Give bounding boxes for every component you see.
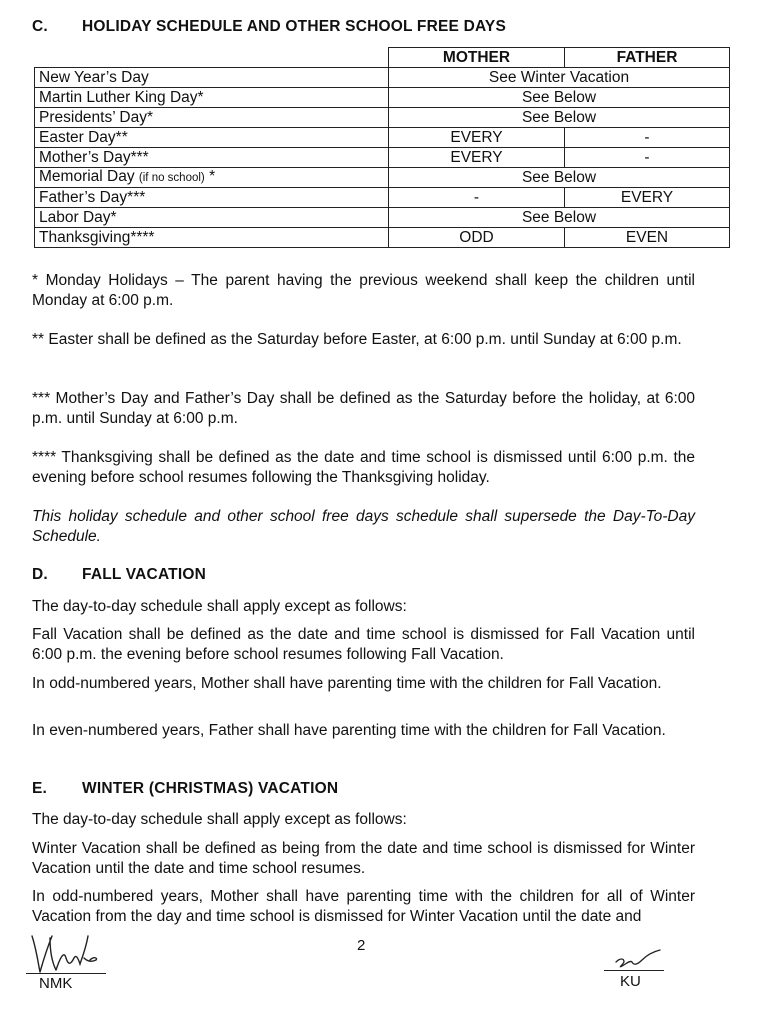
section-c-title: HOLIDAY SCHEDULE AND OTHER SCHOOL FREE DAYS (82, 18, 507, 35)
mother-cell: - (389, 188, 565, 208)
supersede-note: This holiday schedule and other school free days schedule shall supersede the Day-To-Day Schedule. (32, 508, 695, 545)
section-e-paragraph: The day-to-day schedule shall apply except as follows: (32, 811, 407, 828)
table-row (35, 148, 730, 168)
holiday-assignment: See Below (389, 208, 730, 228)
holiday-name: Memorial Day (39, 168, 135, 185)
section-d-paragraph: The day-to-day schedule shall apply except as follows: (32, 598, 407, 615)
table-header-row (35, 48, 730, 68)
father-cell: - (565, 128, 730, 148)
table-row (35, 168, 730, 188)
section-d-paragraph: In even-numbered years, Father shall have parenting time with the children for Fall Vacation. (32, 722, 666, 739)
section-e-paragraph: Winter Vacation shall be defined as being from the date and time school is dismissed for Winter Vacation until the date and time school resumes. (32, 840, 695, 877)
holiday-name: Martin Luther King Day* (35, 88, 389, 108)
holiday-name: Thanksgiving**** (35, 228, 389, 248)
holiday-name: Father’s Day*** (35, 188, 389, 208)
holiday-schedule-table (34, 47, 730, 248)
table-row (35, 108, 730, 128)
section-d-paragraph: Fall Vacation shall be defined as the date and time school is dismissed for Fall Vacation until 6:00 p.m. the evening before school resumes following Fall Vacation. (32, 626, 695, 663)
header-blank-cell (35, 48, 389, 68)
section-d-paragraph: In odd-numbered years, Mother shall have parenting time with the children for Fall Vacation. (32, 675, 662, 692)
right-initials: KU (620, 973, 641, 990)
holiday-assignment: See Winter Vacation (389, 68, 730, 88)
section-e-title: WINTER (CHRISTMAS) VACATION (82, 780, 339, 797)
father-cell: EVERY (565, 188, 730, 208)
holiday-name: Labor Day* (35, 208, 389, 228)
section-d-title: FALL VACATION (82, 566, 207, 583)
holiday-note: (if no school) (138, 172, 205, 184)
holiday-assignment: See Below (389, 168, 730, 188)
table-row (35, 68, 730, 88)
section-d-heading (32, 566, 206, 584)
left-signature-icon (26, 928, 106, 978)
father-cell: - (565, 148, 730, 168)
holiday-name: Mother’s Day*** (35, 148, 389, 168)
header-mother: MOTHER (389, 48, 565, 68)
section-e-paragraph: In odd-numbered years, Mother shall have parenting time with the children for all of Winter Vacation from the day and time school is dismissed for Winter Vacation until the date and (32, 888, 695, 925)
page-number: 2 (357, 937, 366, 954)
table-row (35, 188, 730, 208)
section-c-letter: C. (32, 18, 48, 35)
mother-cell: EVERY (389, 148, 565, 168)
holiday-suffix: * (204, 168, 216, 185)
holiday-name: Easter Day** (35, 128, 389, 148)
mother-cell: ODD (389, 228, 565, 248)
holiday-name-cell (35, 168, 389, 188)
section-e-heading (32, 780, 338, 798)
header-father: FATHER (565, 48, 730, 68)
footnote-thanksgiving: **** Thanksgiving shall be defined as the date and time school is dismissed until 6:00 p.m. the evening before school resumes following the Thanksgiving holiday. (32, 449, 695, 486)
footnote-easter: ** Easter shall be defined as the Saturday before Easter, at 6:00 p.m. until Sunday at 6:00 p.m. (32, 331, 682, 348)
right-initial-line (604, 970, 664, 971)
left-initial-line (26, 973, 106, 974)
mother-cell: EVERY (389, 128, 565, 148)
section-c-heading (32, 18, 506, 36)
holiday-assignment: See Below (389, 108, 730, 128)
footnote-mothers-fathers-day: *** Mother’s Day and Father’s Day shall be defined as the Saturday before the holiday, at 6:00 p.m. until Sunday at 6:00 p.m. (32, 390, 695, 427)
holiday-name: New Year’s Day (35, 68, 389, 88)
father-cell: EVEN (565, 228, 730, 248)
table-row (35, 128, 730, 148)
section-e-letter: E. (32, 780, 48, 797)
footnote-monday-holidays: * Monday Holidays – The parent having the previous weekend shall keep the children until Monday at 6:00 p.m. (32, 272, 695, 309)
holiday-name: Presidents’ Day* (35, 108, 389, 128)
table-row (35, 208, 730, 228)
holiday-assignment: See Below (389, 88, 730, 108)
table-row (35, 228, 730, 248)
section-d-letter: D. (32, 566, 48, 583)
left-initials: NMK (39, 975, 73, 992)
table-row (35, 88, 730, 108)
